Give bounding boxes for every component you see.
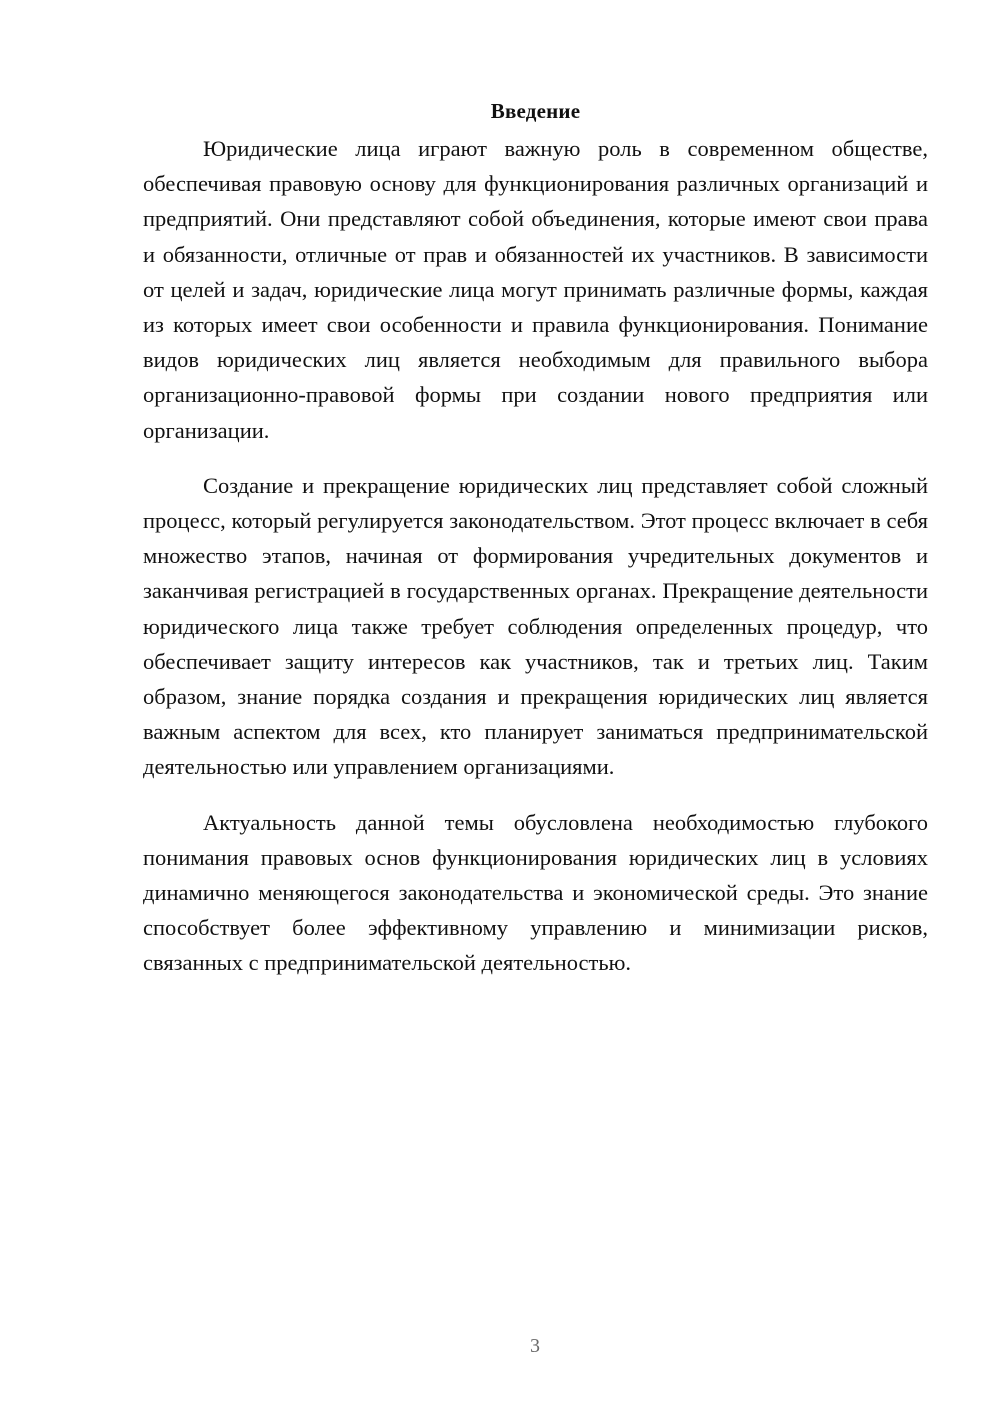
section-heading: Введение xyxy=(490,99,581,123)
page-content xyxy=(143,95,928,1001)
paragraph-2: Создание и прекращение юридических лиц представляет собой сложный процесс, который регулируется законодательством. Этот процесс включает в себя множество этапов, начиная от формирования учредительных документов и заканчивая регистрацией в государственных органах. Прекращение деятельности юридического лица также требует соблюдения определенных процедур, что обеспечивает защиту интересов как участников, так и третьих лиц. Таким образом, знание порядка создания и прекращения юридических лиц является важным аспектом для всех, кто планирует заниматься предпринимательской деятельностью или управлением организациями. xyxy=(143,472,928,780)
page-number: 3 xyxy=(530,1335,540,1357)
paragraph-1: Юридические лица играют важную роль в современном обществе, обеспечивая правовую основу для функционирования различных организаций и предприятий. Они представляют собой объединения, которые имеют свои права и обязанности, отличные от прав и обязанностей их участников. В зависимости от целей и задач, юридические лица могут принимать различные формы, каждая из которых имеет свои особенности и правила функционирования. Понимание видов юридических лиц является необходимым для правильного выбора организационно-правовой формы при создании нового предприятия или организации. xyxy=(143,136,928,443)
paragraph-3: Актуальность данной темы обусловлена необходимостью глубокого понимания правовых основ функционирования юридических лиц в условиях динамично меняющегося законодательства и экономической среды. Это знание способствует более эффективному управлению и минимизации рисков, связанных с предпринимательской деятельностью. xyxy=(143,809,928,976)
